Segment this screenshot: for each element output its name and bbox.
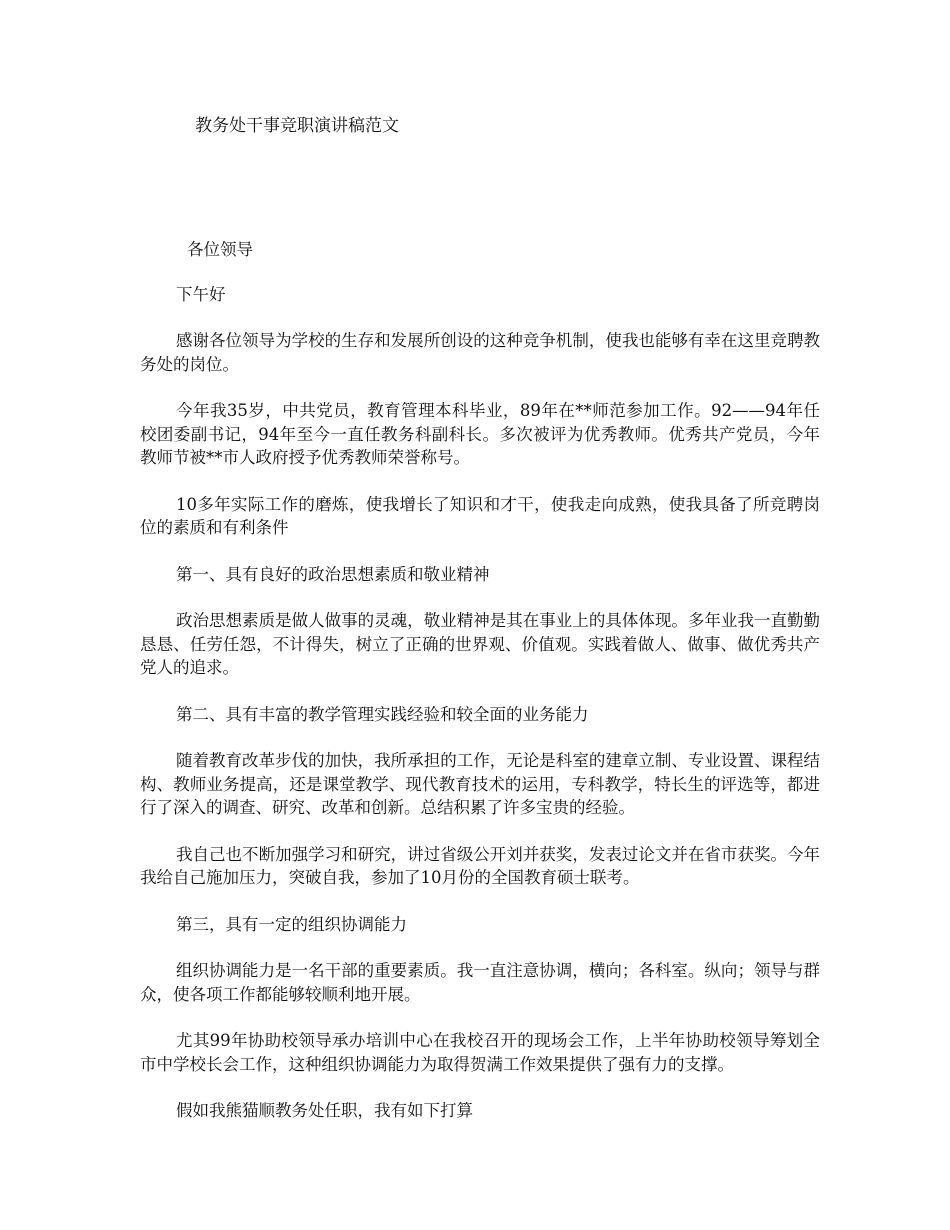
paragraph: 政治思想素质是做人做事的灵魂，敬业精神是其在事业上的具体体现。多年业我一直勤勤恳恳、任劳任怨，不计得失，树立了正确的世界观、价值观。实践着做人、做事、做优秀共产党人的追求。	[140, 611, 820, 677]
paragraph: 尤其99年协助校领导承办培训中心在我校召开的现场会工作，上半年协助校领导筹划全市中学校长会工作，这种组织协调能力为取得贺满工作效果提供了强有力的支撑。	[140, 1031, 820, 1074]
section-heading: 第一、具有良好的政治思想素质和敬业精神	[176, 564, 490, 584]
paragraph: 假如我熊猫顺教务处任职，我有如下打算	[176, 1101, 473, 1120]
paragraph: 随着教育改革步伐的加快，我所承担的工作，无论是科室的建章立制、专业设置、课程结构、教师业务提高，还是课堂教学、现代教育技术的运用，专科教学，特长生的评选等，都进行了深入的调查、研究、改革和创新。总结积累了许多宝贵的经验。	[140, 751, 820, 817]
section-heading: 第三，具有一定的组织协调能力	[176, 914, 407, 934]
paragraph: 我自己也不断加强学习和研究，讲过省级公开刘并获奖，发表过论文并在省市获奖。今年我给自己施加压力，突破自我，参加了10月份的全国教育硕士联考。	[140, 844, 820, 887]
greeting: 下午好	[176, 284, 226, 304]
paragraph: 今年我35岁，中共党员，教育管理本科毕业，89年在**师范参加工作。92——94年任校团委副书记，94年至今一直任教务科副科长。多次被评为优秀教师。优秀共产党员，今年教师节被**市人政府授予优秀教师荣誉称号。	[140, 401, 820, 467]
document-body	[140, 238, 820, 1146]
salutation: 各位领导	[187, 240, 253, 259]
paragraph: 10多年实际工作的磨炼，使我增长了知识和才干，使我走向成熟，使我具备了所竞聘岗位的素质和有利条件	[140, 494, 820, 537]
paragraph: 感谢各位领导为学校的生存和发展所创设的这种竞争机制，使我也能够有幸在这里竞聘教务处的岗位。	[140, 331, 820, 374]
paragraph: 组织协调能力是一名干部的重要素质。我一直注意协调，横向；各科室。纵向；领导与群众，使各项工作都能够较顺利地开展。	[140, 961, 820, 1004]
section-heading: 第二、具有丰富的教学管理实践经验和较全面的业务能力	[176, 704, 589, 724]
document-title: 教务处干事竞职演讲稿范文	[195, 116, 399, 136]
